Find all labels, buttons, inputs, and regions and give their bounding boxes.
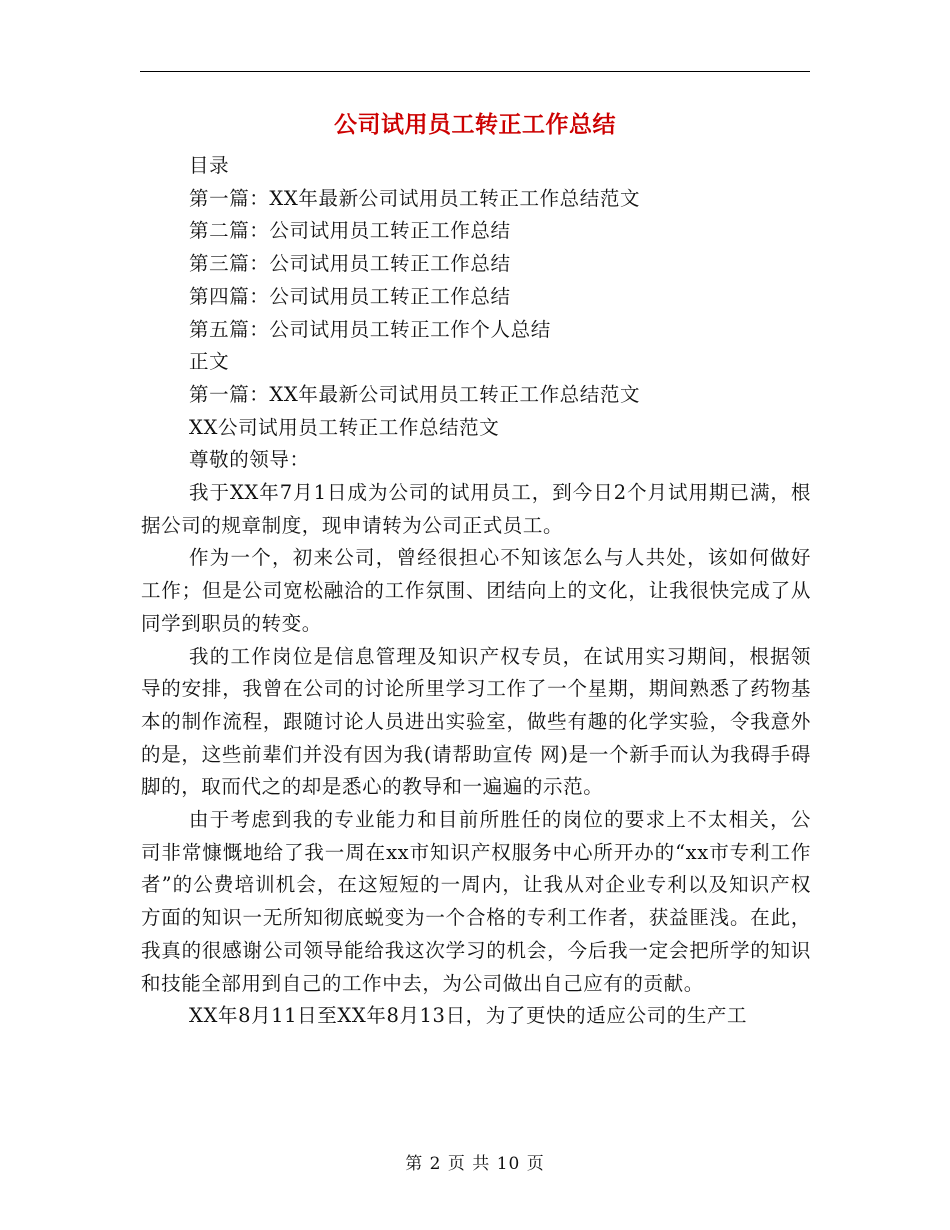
paragraph: 由于考虑到我的专业能力和目前所胜任的岗位的要求上不太相关，公司非常慷慨地给了我一周在xx市知识产权服务中心所开办的“xx市专利工作者”的公费培训机会，在这短短的一周内，让我从对企业专利以及知识产权方面的知识一无所知彻底蜕变为一个合格的专利工作者，获益匪浅。在此，我真的很感谢公司领导能给我这次学习的机会，今后我一定会把所学的知识和技能全部用到自己的工作中去，为公司做出自己应有的贡献。: [141, 808, 811, 995]
paragraph: 作为一个，初来公司，曾经很担心不知该怎么与人共处，该如何做好工作；但是公司宽松融洽的工作氛围、团结向上的文化，让我很快完成了从同学到职员的转变。: [141, 546, 811, 635]
toc-item: 第一篇：XX年最新公司试用员工转正工作总结范文: [189, 186, 641, 210]
paragraph: XX年8月11日至XX年8月13日，为了更快的适应公司的生产工: [189, 1004, 748, 1028]
toc-heading: 目录: [189, 154, 230, 177]
article-title: XX公司试用员工转正工作总结范文: [189, 415, 500, 439]
page-number: 第 2 页 共 10 页: [405, 1154, 545, 1174]
document-body: [141, 150, 811, 1033]
toc-item: 第三篇：公司试用员工转正工作总结: [189, 252, 511, 276]
toc-item: 第四篇：公司试用员工转正工作总结: [189, 284, 511, 308]
paragraph: 我于XX年7月1日成为公司的试用员工，到今日2个月试用期已满，根据公司的规章制度，现申请转为公司正式员工。: [141, 481, 811, 537]
salutation: 尊敬的领导：: [189, 448, 310, 472]
body-heading: 正文: [189, 350, 230, 374]
header-rule: [140, 71, 810, 72]
toc-item: 第二篇：公司试用员工转正工作总结: [189, 219, 511, 243]
toc-item: 第五篇：公司试用员工转正工作个人总结: [189, 317, 551, 341]
section-title: 第一篇：XX年最新公司试用员工转正工作总结范文: [189, 382, 641, 406]
paragraph: 我的工作岗位是信息管理及知识产权专员，在试用实习期间，根据领导的安排，我曾在公司的讨论所里学习工作了一个星期，期间熟悉了药物基本的制作流程，跟随讨论人员进出实验室，做些有趣的化学实验，令我意外的是，这些前辈们并没有因为我(请帮助宣传 网)是一个新手而认为我碍手碍脚的，取而代之的却是悉心的教导和一遍遍的示范。: [141, 644, 811, 799]
document-title: 公司试用员工转正工作总结: [334, 112, 616, 138]
page-footer: [140, 1152, 810, 1176]
